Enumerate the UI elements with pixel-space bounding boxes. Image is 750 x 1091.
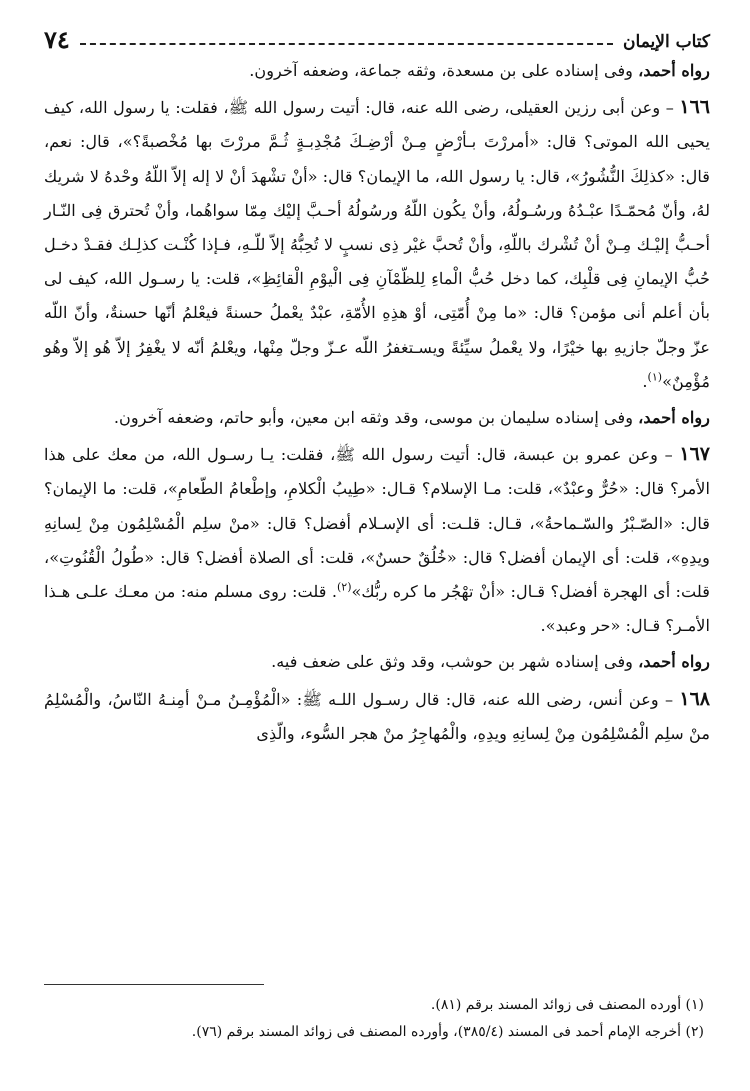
book-title: كتاب الإيمان [623, 32, 710, 52]
attribution-source: رواه أحمد، [638, 408, 710, 428]
hadith-number: ١٦٧ [679, 443, 710, 466]
attribution-text: وفى إسناده على بن مسعدة، وثقه جماعة، وضعفه آخرون. [249, 61, 639, 80]
attribution-text: وفى إسناده شهر بن حوشب، وقد وثق على ضعف فيه. [271, 652, 639, 672]
hadith-text: – وعن أنس، رضى الله عنه، قال: قال رسـول اللـه ﷺ: «الْمُؤْمِـنُ مـنْ أمِنـهُ النّاسُ، والْمُسْلِمُ منْ سلِم الْمُسْلِمُون مِنْ لِسانِهِ ويدِهِ، والْمُهاجِرُ منْ هجر السُّوء، والّذِى [44, 689, 710, 743]
attribution-167 [44, 645, 710, 679]
hadith-number: ١٦٨ [679, 687, 710, 710]
footnote-reference[interactable]: (١) [647, 370, 663, 384]
footnote-1: (١) أورده المصنف فى زوائد المسند برقم (٨١). [430, 997, 704, 1013]
attribution-text: وفى إسناده سليمان بن موسى، وقد وثقه ابن معين، وأبو حاتم، وضعفه آخرون. [113, 408, 639, 428]
running-header [44, 22, 710, 52]
document-page [44, 22, 710, 1072]
intro-attribution [44, 54, 710, 88]
attribution-166 [44, 401, 710, 435]
page-number: ٧٤ [44, 25, 70, 54]
hadith-166: ١٦٦ – وعن أبى رزين العقيلى، رضى الله عنه، قال: أتيت رسول الله ﷺ، فقلت: يا رسول الله، كيف يحيى الله الموتى؟ قال: «أمررْتَ بـأرْضٍ مِـنْ أرْضِـكَ مُجْدِبـةٍ ثُـمَّ مررْتَ بها مُخْصبةً؟»، قال: نعم، قال: «كذلِكَ النُّشُورُ»، قال: يا رسول الله، ما الإيمان؟ قال: «أنْ تشْهدَ أنْ لا إله إلاّ اللّهُ وحْدهُ لا شريك لهُ، وأنّ مُحمّـدًا عبْـدُهُ ورسُـولُهُ، وأنْ يكُون اللّهُ ورسُولُهُ أحـبَّ إليْك مِمّا سواهُما، وأنْ تُحترق فِى النّـار أحـبُّ إليْـك مِـنْ أنْ تُشْرك باللّهِ، وأنْ تُحبَّ غيْر ذِى نسبٍ لا تُحِبُّهُ إلاّ للّـهِ، فـإذا كُنْـت كذلِـك فقـدْ دخـل حُبُّ الإيمانِ فِى قلْبِك، كما دخل حُبُّ الْماءِ لِلظّمْآنِ فِى الْيوْمِ الْقائِظِ»، قلت: يا رسـول الله، كيف لى بأن أعلم أنى مؤمن؟ قال: «ما مِنْ أُمّتِى، أوْ هذِهِ الأُمّةِ، عبْدٌ يعْملُ حسنةً فيعْلمُ أنّها حسنةٌ، وأنّ اللّه عزّ وجلّ جازيهِ بها خيْرًا، ولا يعْملُ سيِّئةً ويسـتغفرُ اللّه عـزّ وجلّ مِنْها، ويعْلمُ أنّه لا يغْفِرُ إلاّ هُو إلاّ وهُو مُؤْمِنٌ»$^{(١)}$. [44, 96, 710, 391]
hadith-text: – وعن أبى رزين العقيلى، رضى الله عنه، قال: أتيت رسول الله ﷺ، فقلت: يا رسول الله، كيف يحيى الله الموتى؟ قال: «أمررْتَ بـأرْضٍ مِـنْ أرْضِـكَ مُجْدِبـةٍ ثُـمَّ مررْتَ بها مُخْصبةً؟»، قال: نعم، قال: «كذلِكَ النُّشُورُ»، قال: يا رسول الله، ما الإيمان؟ قال: «أنْ تشْهدَ أنْ لا إله إلاّ اللّهُ وحْدهُ لا شريك لهُ، وأنّ مُحمّـدًا عبْـدُهُ ورسُـولُهُ، وأنْ يكُون اللّهُ ورسُولُهُ أحـبَّ إليْك مِمّا سواهُما، وأنْ تُحترق فِى النّـار أحـبُّ إليْـك مِـنْ أنْ تُشْرك باللّهِ، وأنْ تُحبَّ غيْر ذِى نسبٍ لا تُحِبُّهُ إلاّ للّـهِ، فـإذا كُنْـت كذلِـك فقـدْ دخـل حُبُّ الإيمانِ فِى قلْبِك، كما دخل حُبُّ الْماءِ لِلظّمْآنِ فِى الْيوْمِ الْقائِظِ»، قلت: يا رسـول الله، كيف لى بأن أعلم أنى مؤمن؟ قال: «ما مِنْ أُمّتِى، أوْ هذِهِ الأُمّةِ، عبْدٌ يعْملُ حسنةً فيعْلمُ أنّها حسنةٌ، وأنّ اللّه عزّ وجلّ جازيهِ بها خيْرًا، ولا يعْملُ سيِّئةً ويسـتغفرُ اللّه عـزّ وجلّ مِنْها، ويعْلمُ أنّه لا يغْفِرُ إلاّ هُو إلاّ وهُو مُؤْمِنٌ» [44, 98, 710, 391]
footnotes [44, 992, 704, 1046]
page-body [44, 54, 710, 751]
hadith-text: – وعن عمرو بن عبسة، قال: أتيت رسول الله ﷺ، فقلت: يـا رسـول الله، من معك على هذا الأمر؟ قال: «حُرٌّ وعبْدٌ»، قلت: مـا الإسلام؟ قـال: «طِيبُ الْكلامِ، وإطْعامُ الطّعامِ»، قلت: ما الإيمان؟ قال: «الصّـبْرُ والسّـماحةُ»، قـال: قلـت: أى الإسـلام أفضل؟ قال: «منْ سلِم الْمُسْلِمُون مِنْ لِسانِهِ ويدِهِ»، قلت: أى الإيمان أفضل؟ قال: «خُلُقٌ حسنٌ»، قلت: أى الصلاة أفضل؟ قال: «طُولُ الْقُنُوتِ»، قلت: أى الهجرة أفضل؟ قـال: «أنْ تهْجُر ما كره ربُّك» [44, 445, 710, 602]
header-dashed-rule [80, 43, 613, 45]
footnote-separator [44, 984, 264, 985]
footnote-reference[interactable]: (٢) [337, 580, 352, 594]
attribution-source: رواه أحمد، [638, 61, 710, 80]
hadith-text-continued: . قلت: روى مسلم منه: من معـك علـى هـذا الأمـر؟ قـال: «حر وعبد». [44, 582, 710, 636]
hadith-number: ١٦٦ [679, 96, 710, 119]
hadith-168 [44, 682, 710, 751]
attribution-source: رواه أحمد، [638, 652, 710, 672]
footnote-2: (٢) أخرجه الإمام أحمد فى المسند (٣٨٥/٤)، وأورده المصنف فى زوائد المسند برقم (٧٦). [191, 1024, 704, 1040]
hadith-167 [44, 437, 710, 643]
